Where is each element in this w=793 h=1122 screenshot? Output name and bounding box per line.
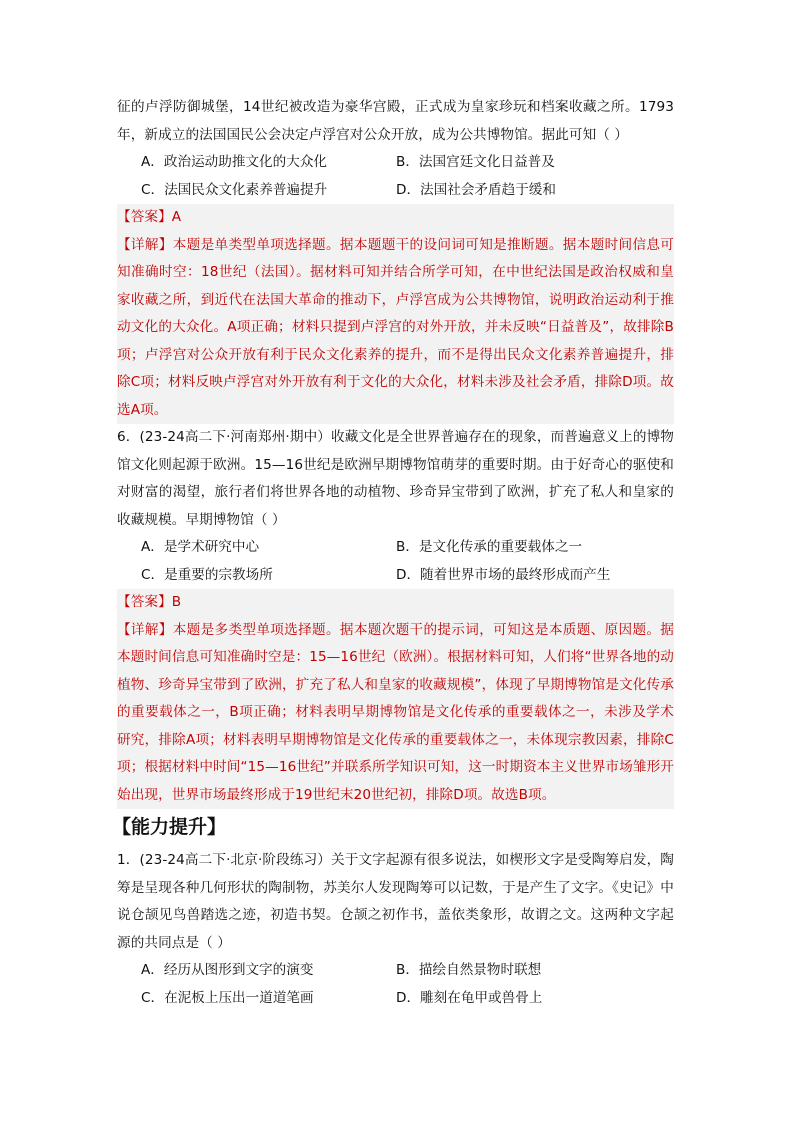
section-title: 【能力提升】 xyxy=(112,816,227,838)
question-1-option-c: C．在泥板上压出一道道笔画 xyxy=(141,989,314,1006)
question-1-options-row-2 xyxy=(117,985,674,1013)
detail-tag: 【详解】 xyxy=(117,236,173,253)
question-1-stem: 1．(23-24高二下·北京·阶段练习）关于文字起源有很多说法，如楔形文字是受陶筹启发，陶筹是呈现各种几何形状的陶制物，苏美尔人发现陶筹可以记数，于是产生了文字。《史记》中说仓颉见鸟兽踏选之迹，初造书契。仓颉之初作书，盖依类象形，故谓之文。这两种文字起源的共同点是（ ） xyxy=(117,852,674,951)
question-5-options-row-2 xyxy=(117,177,674,205)
question-6-detail xyxy=(117,617,674,810)
detail-text: 本题是多类型单项选择题。据本题次题干的提示词，可知这是本质题、原因题。据本题时间信息可知准确时空是：15—16世纪（欧洲）。根据材料可知，人们将“世界各地的动植物、珍奇异宝带到了欧洲，扩充了私人和皇家的收藏规模”，体现了早期博物馆是文化传承的重要载体之一，B项正确；材料表明早期博物馆是文化传承的重要载体之一，未涉及学术研究，排除A项；材料表明早期博物馆是文化传承的重要载体之一，未体现宗教因素，排除C项；根据材料中时间“15—16世纪”并联系所学知识可知，这一时期资本主义世界市场雏形开始出现，世界市场最终形成于19世纪末20世纪初，排除D项。故选B项。 xyxy=(117,621,674,803)
answer-value: B xyxy=(171,594,182,610)
answer-tag: 【答案】 xyxy=(117,209,172,225)
question-6-stem: 6．(23-24高二下·河南郑州·期中）收藏文化是全世界普遍存在的现象，而普遍意义上的博物馆文化则起源于欧洲。15—16世纪是欧洲早期博物馆萌芽的重要时期。由于好奇心的驱使和对财富的渴望，旅行者们将世界各地的动植物、珍奇异宝带到了欧洲，扩充了私人和皇家的收藏规模。早期博物馆（ ） xyxy=(117,429,674,528)
question-5-option-b: B．法国宫廷文化日益普及 xyxy=(396,154,555,170)
question-6-option-d: D．随着世界市场的最终形成而产生 xyxy=(396,566,611,583)
question-5-option-a: A．政治运动助推文化的大众化 xyxy=(141,154,328,170)
question-6-answer-block xyxy=(117,589,674,809)
question-6-option-b: B．是文化传承的重要载体之一 xyxy=(396,539,583,555)
question-6-answer xyxy=(117,589,674,617)
question-5-detail xyxy=(117,232,674,425)
question-5-stem: 征的卢浮防御城堡，14世纪被改造为豪华宫殿，正式成为皇家珍玩和档案收藏之所。1793年，新成立的法国国民公会决定卢浮宫对公众开放，成为公共博物馆。据此可知（ ） xyxy=(117,99,674,143)
question-5-answer-block xyxy=(117,204,674,424)
question-5-option-d: D．法国社会矛盾趋于缓和 xyxy=(396,181,556,198)
detail-tag: 【详解】 xyxy=(117,621,173,638)
answer-tag: 【答案】 xyxy=(117,594,172,610)
question-1-options-row-1 xyxy=(117,957,674,985)
question-6-option-a: A．是学术研究中心 xyxy=(141,539,260,555)
question-6-option-c: C．是重要的宗教场所 xyxy=(141,566,273,583)
question-1-option-b: B．描绘自然景物时联想 xyxy=(396,962,542,978)
question-1-option-d: D．雕刻在龟甲或兽骨上 xyxy=(396,989,543,1006)
document-content xyxy=(112,94,674,1012)
question-5-options-row-1 xyxy=(117,149,674,177)
question-5-option-c: C．法国民众文化素养普遍提升 xyxy=(141,181,328,198)
question-1-option-a: A．经历从图形到文字的演变 xyxy=(141,962,314,978)
question-6-options-row-1 xyxy=(117,534,674,562)
question-6-options-row-2 xyxy=(117,562,674,590)
answer-value: A xyxy=(171,209,182,225)
question-5-answer xyxy=(117,204,674,232)
detail-text: 本题是单类型单项选择题。据本题题干的设问词可知是推断题。据本题时间信息可知准确时空：18世纪（法国）。据材料可知并结合所学可知，在中世纪法国是政治权威和皇家收藏之所，到近代在法国大革命的推动下，卢浮宫成为公共博物馆，说明政治运动利于推动文化的大众化。A项正确；材料只提到卢浮宫的对外开放，并未反映“日益普及”，故排除B项；卢浮宫对公众开放有利于民众文化素养的提升，而不是得出民众文化素养普遍提升，排除C项；材料反映卢浮宫对外开放有利于文化的大众化，材料未涉及社会矛盾，排除D项。故选A项。 xyxy=(117,236,674,418)
